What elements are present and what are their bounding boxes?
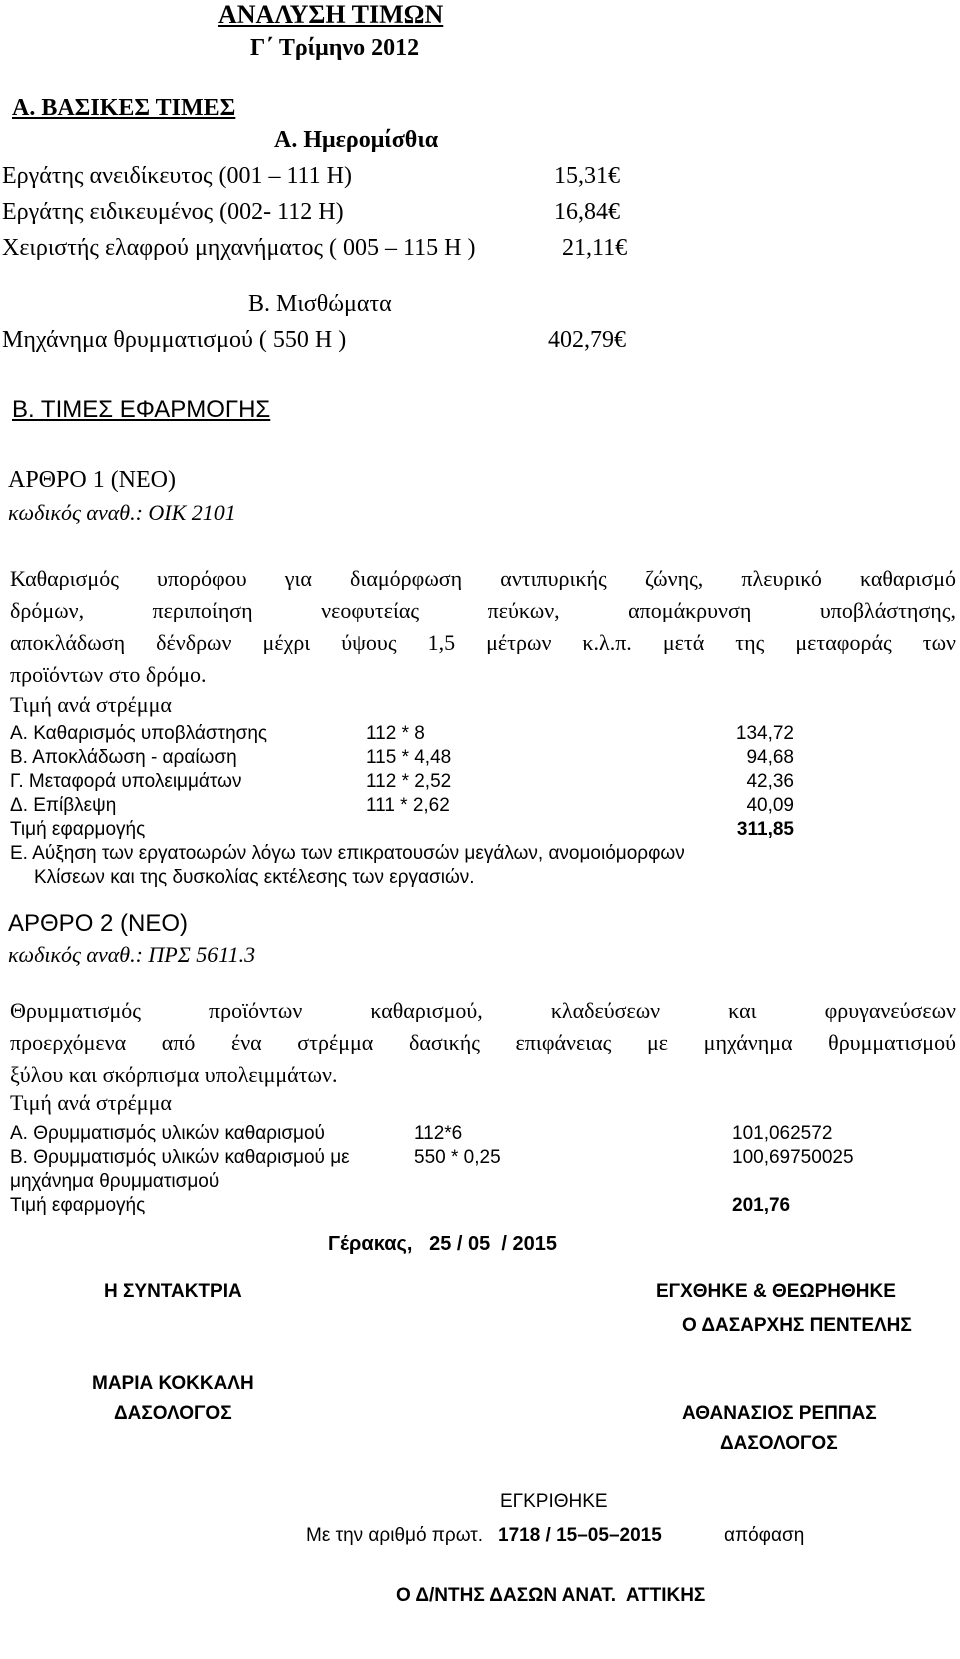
- basic-prices-heading: Α. ΒΑΣΙΚΕΣ ΤΙΜΕΣ: [12, 95, 236, 121]
- article2-unit-price-label: Τιμή ανά στρέμμα: [10, 1090, 172, 1115]
- approved-label: ΕΓΚΡΙΘΗΚΕ: [500, 1491, 608, 1512]
- article1-note-continuation: Κλίσεων και της δυσκολίας εκτέλεσης των εργασιών.: [34, 867, 475, 888]
- article1-applied-label: Τιμή εφαρμογής: [10, 819, 146, 840]
- article2-item-calc: 550 * 0,25: [414, 1147, 501, 1168]
- article2-item-label: Β. Θρυμματισμός υλικών καθαρισμού με: [10, 1147, 350, 1168]
- article1-item-label: Δ. Επίβλεψη: [10, 795, 117, 816]
- article1-item-value: 94,68: [746, 747, 794, 768]
- wage-row-value: 16,84€: [554, 199, 620, 225]
- applied-prices-heading: Β. ΤΙΜΕΣ ΕΦΑΡΜΟΓΗΣ: [12, 396, 271, 423]
- article2-item-value: 101,062572: [732, 1123, 833, 1144]
- article1-item-calc: 112 * 8: [366, 723, 425, 744]
- article2-item-value: 100,69750025: [732, 1147, 854, 1168]
- article1-title: ΑΡΘΡΟ 1 (ΝΕΟ): [8, 467, 176, 493]
- article2-description-line: προερχόμενα από ένα στρέμμα δασικής επιφάνειας με μηχάνημα θρυμματισμού: [10, 1032, 956, 1054]
- rental-row-label: Μηχάνημα θρυμματισμού ( 550 Η ): [2, 327, 347, 353]
- checker-role: ΔΑΣΟΛΟΓΟΣ: [720, 1433, 838, 1454]
- article1-item-label: Γ. Μεταφορά υπολειμμάτων: [10, 771, 242, 792]
- article1-item-calc: 111 * 2,62: [366, 795, 450, 816]
- protocol-suffix: απόφαση: [724, 1525, 805, 1546]
- wage-row-value: 21,11€: [562, 235, 628, 261]
- compiler-role: ΔΑΣΟΛΟΓΟΣ: [114, 1403, 232, 1424]
- document-period: Γ΄ Τρίμηνο 2012: [250, 35, 420, 61]
- article2-applied-label: Τιμή εφαρμογής: [10, 1195, 146, 1216]
- wages-heading: Α. Ημερομίσθια: [274, 127, 439, 153]
- protocol-prefix: Με την αριθμό πρωτ.: [306, 1525, 484, 1546]
- checked-by: Ο ΔΑΣΑΡΧΗΣ ΠΕΝΤΕΛΗΣ: [682, 1315, 912, 1336]
- compiler-name: ΜΑΡΙΑ ΚΟΚΚΑΛΗ: [92, 1373, 254, 1394]
- article1-item-calc: 115 * 4,48: [366, 747, 452, 768]
- checked-label: ΕΓΧΘΗΚΕ & ΘΕΩΡΗΘΗΚΕ: [656, 1281, 896, 1302]
- article2-description-line: Θρυμματισμός προϊόντων καθαρισμού, κλαδεύσεων και φρυγανεύσεων: [10, 1000, 956, 1022]
- protocol-number: 1718 / 15–05–2015: [498, 1525, 662, 1546]
- article1-item-value: 40,09: [746, 795, 794, 816]
- article2-title: ΑΡΘΡΟ 2 (ΝΕΟ): [8, 910, 189, 937]
- place-date: Γέρακας, 25 / 05 / 2015: [328, 1233, 558, 1255]
- document-title: ΑΝΑΛΥΣΗ ΤΙΜΩΝ: [218, 0, 444, 29]
- article1-item-calc: 112 * 2,52: [366, 771, 452, 792]
- article1-item-value: 134,72: [735, 723, 794, 744]
- article1-description-line: Καθαρισμός υπορόφου για διαμόρφωση αντιπυρικής ζώνης, πλευρικό καθαρισμό: [10, 568, 956, 590]
- article1-note: Ε. Αύξηση των εργατοωρών λόγω των επικρατουσών μεγάλων, ανομοιόμορφων: [10, 843, 685, 864]
- article1-description-line: αποκλάδωση δένδρων μέχρι ύψους 1,5 μέτρων κ.λ.π. μετά της μεταφοράς των: [10, 632, 956, 654]
- article1-item-value: 42,36: [746, 771, 794, 792]
- rental-row-value: 402,79€: [548, 327, 626, 353]
- rentals-heading: Β. Μισθώματα: [248, 291, 392, 317]
- director-label: Ο Δ/ΝΤΗΣ ΔΑΣΩΝ ΑΝΑΤ. ΑΤΤΙΚΗΣ: [396, 1585, 706, 1606]
- article2-description-line: ξύλου και σκόρπισμα υπολειμμάτων.: [10, 1062, 338, 1087]
- article2-item-calc: 112*6: [414, 1123, 463, 1144]
- article1-unit-price-label: Τιμή ανά στρέμμα: [10, 692, 172, 717]
- wage-row-value: 15,31€: [554, 163, 620, 189]
- article1-description-line: προϊόντων στο δρόμο.: [10, 662, 207, 687]
- article1-description-line: δρόμων, περιποίηση νεοφυτείας πεύκων, απομάκρυνση υποβλάστησης,: [10, 600, 956, 622]
- article2-code: κωδικός αναθ.: ΠΡΣ 5611.3: [8, 942, 256, 967]
- article2-item-label: Α. Θρυμματισμός υλικών καθαρισμού: [10, 1123, 325, 1144]
- article1-item-label: Β. Αποκλάδωση - αραίωση: [10, 747, 237, 768]
- compiler-label: Η ΣΥΝΤΑΚΤΡΙΑ: [104, 1281, 242, 1302]
- article2-item-continuation: μηχάνημα θρυμματισμού: [10, 1171, 220, 1192]
- article1-applied-value: 311,85: [736, 819, 794, 840]
- wage-row-label: Εργάτης ειδικευμένος (002- 112 Η): [2, 199, 344, 225]
- article2-applied-value: 201,76: [732, 1195, 791, 1216]
- article1-code: κωδικός αναθ.: ΟΙΚ 2101: [8, 500, 236, 525]
- wage-row-label: Χειριστής ελαφρού μηχανήματος ( 005 – 115 Η ): [2, 235, 476, 261]
- article1-item-label: Α. Καθαρισμός υποβλάστησης: [10, 723, 268, 744]
- checker-name: ΑΘΑΝΑΣΙΟΣ ΡΕΠΠΑΣ: [682, 1403, 877, 1424]
- wage-row-label: Εργάτης ανειδίκευτος (001 – 111 Η): [2, 163, 352, 189]
